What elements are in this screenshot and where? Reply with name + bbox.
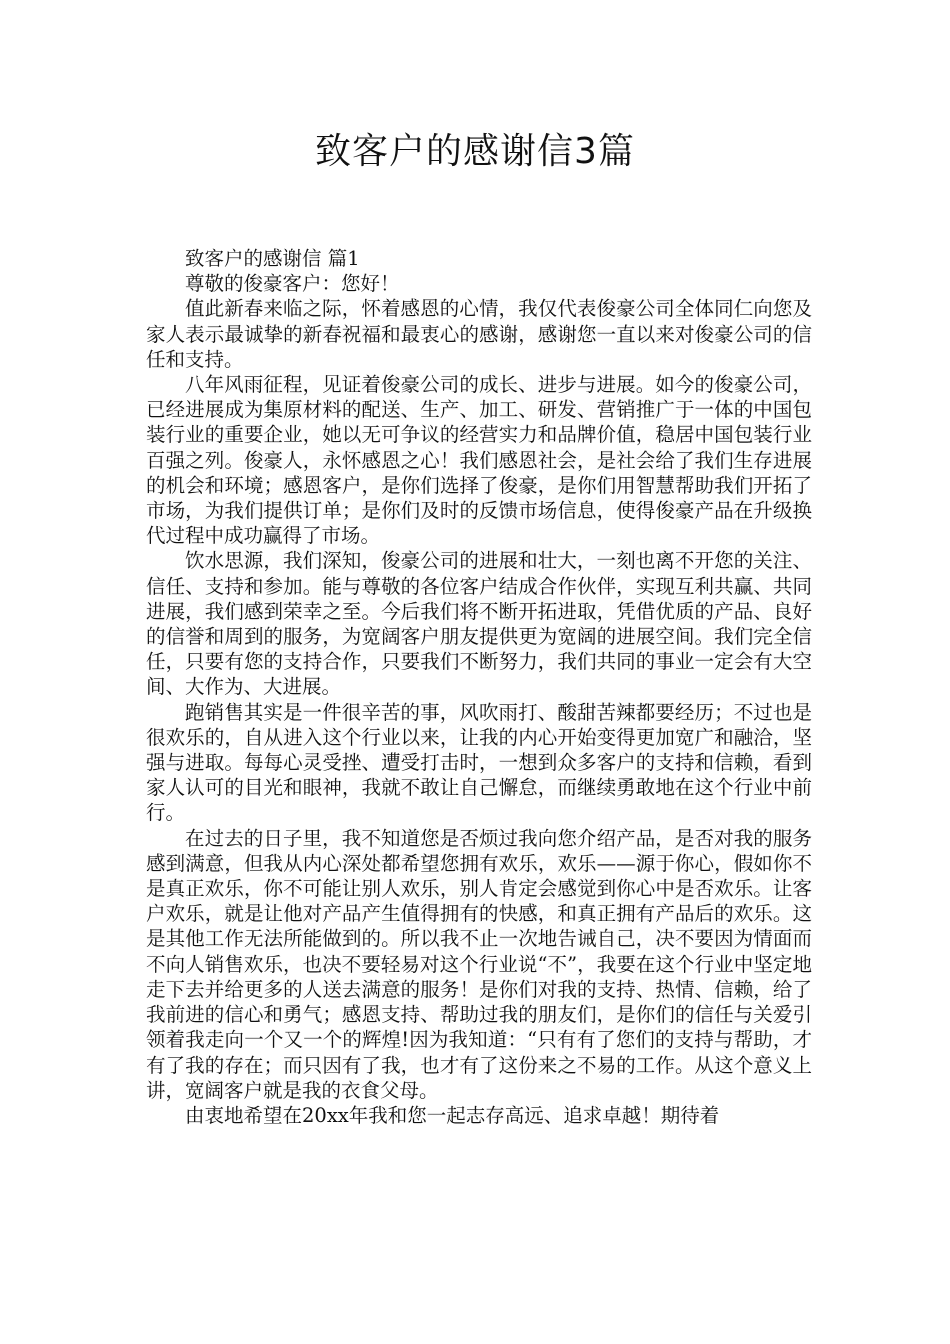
paragraph: 在过去的日子里，我不知道您是否烦过我向您介绍产品，是否对我的服务感到满意，但我从内心深处都希望您拥有欢乐，欢乐——源于你心，假如你不是真正欢乐，你不可能让别人欢乐，别人肯定会感觉到你心中是否欢乐。让客户欢乐，就是让他对产品产生值得拥有的快感，和真正拥有产品后的欢乐。这是其他工作无法所能做到的。所以我不止一次地告诫自己，决不要因为情面而不向人销售欢乐，也决不要轻易对这个行业说“不”，我要在这个行业中坚定地走下去并给更多的人送去满意的服务！是你们对我的支持、热情、信赖，给了我前进的信心和勇气；感恩支持、帮助过我的朋友们，是你们的信任与关爱引领着我走向一个又一个的辉煌!因为我知道：“只有有了您们的支持与帮助，才有了我的存在；而只因有了我，也才有了这份来之不易的工作。从这个意义上讲，宽阔客户就是我的衣食父母。: [146, 826, 812, 1102]
paragraph: 值此新春来临之际，怀着感恩的心情，我仅代表俊豪公司全体同仁向您及家人表示最诚挚的新春祝福和最衷心的感谢，感谢您一直以来对俊豪公司的信任和支持。: [146, 297, 812, 371]
document-title: 致客户的感谢信3篇: [315, 131, 635, 172]
paragraph: 八年风雨征程，见证着俊豪公司的成长、进步与进展。如今的俊豪公司，已经进展成为集原材料的配送、生产、加工、研发、营销推广于一体的中国包装行业的重要企业，她以无可争议的经营实力和品牌价值，稳居中国包装行业百强之列。俊豪人，永怀感恩之心！我们感恩社会，是社会给了我们生存进展的机会和环境；感恩客户，是你们选择了俊豪，是你们用智慧帮助我们开拓了市场，为我们提供订单；是你们及时的反馈市场信息，使得俊豪产品在升级换代过程中成功赢得了市场。: [146, 373, 812, 548]
paragraph: 跑销售其实是一件很辛苦的事，风吹雨打、酸甜苦辣都要经历；不过也是很欢乐的，自从进入这个行业以来，让我的内心开始变得更加宽广和融洽，坚强与进取。每每心灵受挫、遭受打击时，一想到众多客户的支持和信赖，看到家人认可的目光和眼神，我就不敢让自己懈怠，而继续勇敢地在这个行业中前行。: [146, 700, 812, 825]
salutation: 尊敬的俊豪客户：您好！: [185, 272, 400, 296]
section-heading: 致客户的感谢信 篇1: [185, 247, 360, 270]
document-body: [146, 246, 812, 1128]
paragraph: 饮水思源，我们深知，俊豪公司的进展和壮大，一刻也离不开您的关注、信任、支持和参加。能与尊敬的各位客户结成合作伙伴，实现互利共赢、共同进展，我们感到荣幸之至。今后我们将不断开拓进取，凭借优质的产品、良好的信誉和周到的服务，为宽阔客户朋友提供更为宽阔的进展空间。我们完全信任，只要有您的支持合作，只要我们不断努力，我们共同的事业一定会有大空间、大作为、大进展。: [146, 549, 812, 699]
paragraph: 由衷地希望在20xx年我和您一起志存高远、追求卓越！期待着: [185, 1103, 720, 1127]
